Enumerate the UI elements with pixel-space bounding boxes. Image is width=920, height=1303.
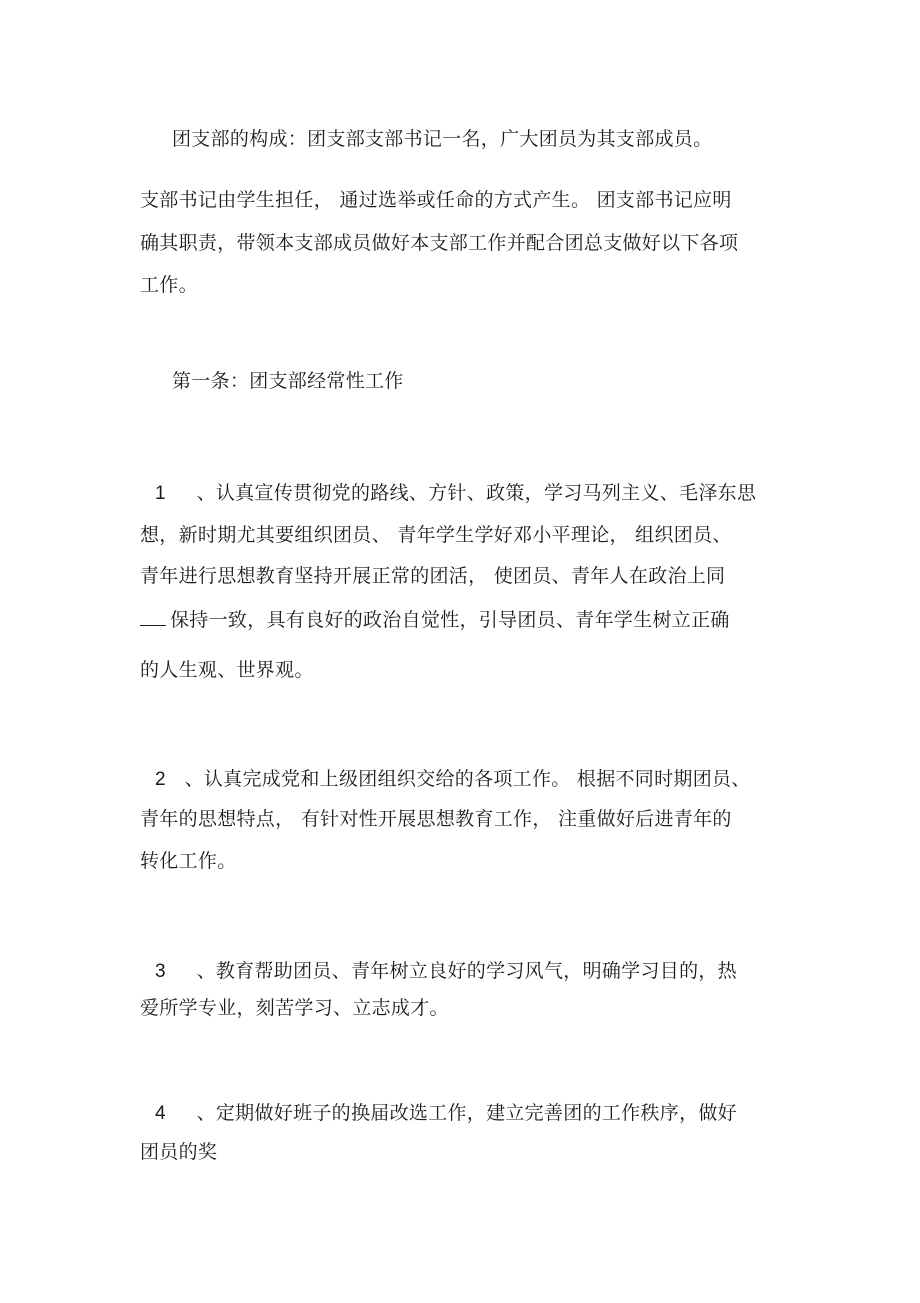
item-2-line-3: 转化工作。 — [140, 850, 237, 872]
item-3-line-1 — [155, 958, 737, 985]
item-4-text-1: 、定期做好班子的换届改选工作，建立完善团的工作秩序，做好 — [196, 1102, 737, 1124]
item-4-number: 4 — [155, 1103, 166, 1124]
item-2-line-2: 青年的思想特点， 有针对性开展思想教育工作， 注重做好后进青年的 — [140, 808, 732, 830]
item-1-line-1 — [155, 480, 756, 507]
item-1-line-4 — [140, 607, 730, 633]
item-2-text-1: 、认真完成党和上级团组织交给的各项工作。 根据不同时期团员、 — [184, 768, 751, 790]
item-2-number: 2 — [155, 769, 166, 790]
item-3-text-1: 、教育帮助团员、青年树立良好的学习风气，明确学习目的，热 — [196, 960, 737, 982]
item-2-line-1 — [155, 766, 751, 793]
item-1-text-1: 、认真宣传贯彻党的路线、方针、政策，学习马列主义、毛泽东思 — [196, 482, 757, 504]
item-1-text-4: 保持一致，具有良好的政治自觉性，引导团员、青年学生树立正确 — [170, 609, 730, 631]
intro-line-2: 支部书记由学生担任， 通过选举或任命的方式产生。 团支部书记应明 — [140, 189, 732, 211]
intro-line-1: 团支部的构成：团支部支部书记一名，广大团员为其支部成员。 — [172, 128, 713, 150]
intro-line-4: 工作。 — [140, 274, 198, 296]
blank-underline — [140, 607, 166, 626]
item-4-line-1 — [155, 1100, 737, 1127]
item-1-number: 1 — [155, 483, 166, 504]
intro-line-3: 确其职责，带领本支部成员做好本支部工作并配合团总支做好以下各项 — [140, 232, 739, 254]
item-1-line-5: 的人生观、世界观。 — [140, 659, 314, 681]
item-1-line-2: 想，新时期尤其要组织团员、 青年学生学好邓小平理论， 组织团员、 — [140, 524, 732, 546]
item-4-line-2: 团员的奖 — [140, 1141, 218, 1163]
item-3-line-2: 爱所学专业，刻苦学习、立志成才。 — [140, 997, 449, 1019]
section-title: 第一条：团支部经常性工作 — [172, 370, 404, 392]
item-1-line-3: 青年进行思想教育坚持开展正常的团活， 使团员、青年人在政治上同 — [140, 565, 726, 587]
item-3-number: 3 — [155, 961, 166, 982]
